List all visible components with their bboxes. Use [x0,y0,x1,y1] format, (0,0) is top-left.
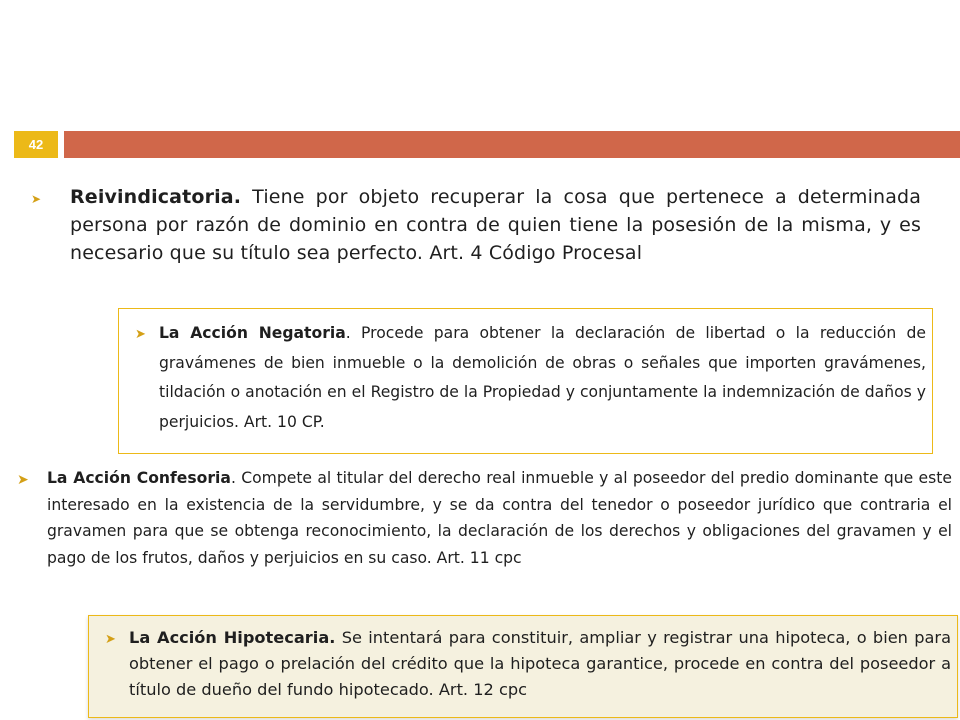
arrow-bullet-icon: ➤ [135,327,146,342]
bullet-confesoria [17,465,952,571]
bullet-body: . Compete al titular del derecho real inmueble y al poseedor del predio dominante que este interesado en la existencia de la servidumbre, y se da contra del tenedor o poseedor jurídico que contraria el gravamen para que se obtenga reconocimiento, la declaración de los derechos y obligaciones del gravamen y el pago de los frutos, daños y perjuicios en su caso. Art. 11 cpc [47,469,952,567]
bullet-title: La Acción Hipotecaria. [129,628,336,647]
bullet-body: . Procede para obtener la declaración de libertad o la reducción de gravámenes de bien inmueble o la demolición de obras o señales que importen gravámenes, tildación o anotación en el Registro de la Propiedad y conjuntamente la indemnización de daños y perjuicios. Art. 10 CP. [159,324,926,431]
bullet-body: Tiene por objeto recuperar la cosa que pertenece a determinada persona por razón de dominio en contra de quien tiene la posesión de la misma, y es necesario que su título sea perfecto. Art. 4 Código Procesal [70,186,921,264]
bullet-title: La Acción Negatoria [159,324,346,342]
arrow-bullet-icon: ➤ [17,472,29,488]
bullet-text [129,625,951,703]
bullet-body: Se intentará para constituir, ampliar y registrar una hipoteca, o bien para obtener el pago o prelación del crédito que la hipoteca garantice, procede en contra del poseedor a título de dueño del fundo hipotecado. Art. 12 cpc [129,628,951,699]
bullet-negatoria-box [118,308,933,454]
bullet-text [159,319,926,437]
header-bar [64,131,960,158]
bullet-hipotecaria-box [88,615,958,718]
bullet-title: La Acción Confesoria [47,469,231,487]
bullet-title: Reivindicatoria. [70,186,242,208]
bullet-text [47,465,952,571]
bullet-reivindicatoria [31,183,921,267]
slide-number: 42 [14,131,58,158]
arrow-bullet-icon: ➤ [105,632,116,647]
arrow-bullet-icon: ➤ [31,192,42,206]
bullet-text [70,183,921,267]
